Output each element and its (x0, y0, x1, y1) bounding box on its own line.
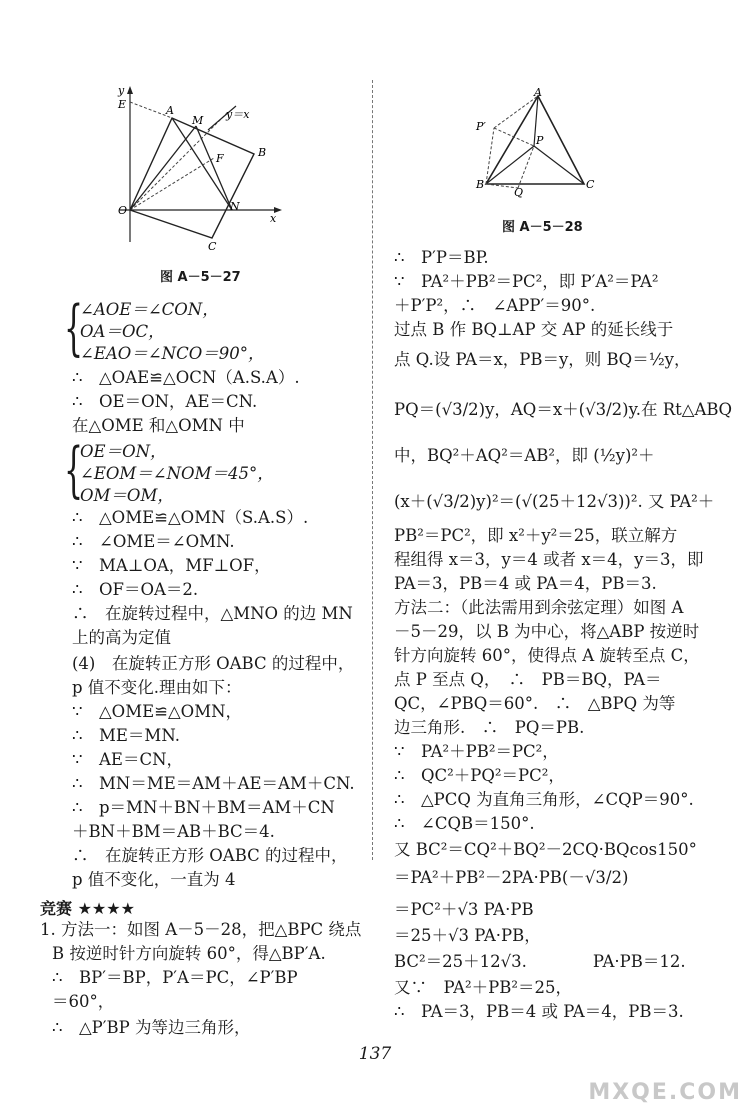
left-line: ∠AOE＝∠CON， (80, 300, 219, 319)
left-line: ∵ AE＝CN， (72, 750, 184, 769)
figure-caption-28: 图 A－5－28 (502, 220, 583, 235)
fig28-label-C: C (586, 178, 595, 191)
fig27-label-A: A (166, 104, 174, 117)
fig28-label-Pp: P′ (476, 120, 486, 133)
fig27-label-C: C (208, 240, 217, 252)
right-line: ∴ QC²＋PQ²＝PC²， (394, 766, 565, 785)
fig27-label-O: O (118, 204, 128, 217)
fig27-label-B: B (258, 146, 267, 159)
right-line: ∴ ∠CQB＝150°. (394, 814, 535, 833)
right-line: ＝PA²＋PB²－2PA·PB(－√3/2) (394, 868, 629, 887)
right-line: 又∵ PA²＋PB²＝25， (394, 978, 572, 997)
right-line: 边三角形. ∴ PQ＝PB. (394, 718, 585, 737)
column-divider (372, 80, 373, 860)
left-line: ∴ p＝MN＋BN＋BM＝AM＋CN (72, 798, 335, 817)
right-line: 点 P 至点 Q， ∴ PB＝BQ，PA＝ (394, 670, 662, 689)
right-line: BC²＝25＋12√3. PA·PB＝12. (394, 952, 686, 971)
right-line: PQ＝(√3/2)y，AQ＝x＋(√3/2)y.在 Rt△ABQ (394, 400, 733, 419)
fig28-label-Q: Q (514, 186, 524, 198)
left-line: 在△OME 和△OMN 中 (72, 416, 245, 435)
watermark-logo: MXQE.COM (588, 1080, 742, 1105)
right-line: ∴ PA＝3，PB＝4 或 PA＝4，PB＝3. (394, 1002, 684, 1021)
left-line: ∴ △OME≌△OMN（S.A.S）. (72, 508, 309, 527)
left-line: p 值不变化，一直为 4 (72, 870, 236, 889)
right-line: ∵ PA²＋PB²＝PC²，即 P′A²＝PA² (394, 272, 659, 291)
fig28-label-A: A (534, 88, 542, 99)
right-line: 程组得 x＝3，y＝4 或者 x＝4，y＝3，即 (394, 550, 704, 569)
right-line: 针方向旋转 60°，使得点 A 旋转至点 C， (394, 646, 700, 665)
right-line: ∴ P′P＝BP. (394, 248, 489, 267)
right-line: 方法二：（此法需用到余弦定理）如图 A (394, 598, 684, 617)
left-tail-line: B 按逆时针方向旋转 60°，得△BP′A. (52, 944, 326, 963)
page-number: 137 (358, 1044, 392, 1064)
right-line: ＝25＋√3 PA·PB， (394, 926, 541, 945)
right-line: (x＋(√3/2)y)²＝(√(25＋12√3))². 又 PA²＋ (394, 492, 715, 511)
left-line: ＋BN＋BM＝AB＋BC＝4. (72, 822, 275, 841)
right-line: QC，∠PBQ＝60°. ∴ △BPQ 为等 (394, 694, 676, 713)
left-line: OM＝OM， (80, 486, 174, 505)
left-line: ∴ OF＝OA＝2. (72, 580, 199, 599)
left-line: ∵ MA⊥OA，MF⊥OF， (72, 556, 271, 575)
figure-a-5-28 (458, 88, 608, 198)
left-line: p 值不变化.理由如下： (72, 678, 242, 697)
fig27-label-M: M (192, 114, 204, 127)
right-line: 过点 B 作 BQ⊥AP 交 AP 的延长线于 (394, 320, 674, 339)
right-line: ∴ △PCQ 为直角三角形，∠CQP＝90°. (394, 790, 694, 809)
left-tail-line: ∴ △P′BP 为等边三角形， (52, 1018, 251, 1037)
left-line: 上的高为定值 (72, 628, 171, 647)
right-line: PA＝3，PB＝4 或 PA＝4，PB＝3. (394, 574, 657, 593)
brace-2: { (64, 435, 84, 505)
fig27-label-y: y (118, 84, 125, 97)
section-title: 竞赛 ★★★★ (40, 899, 135, 918)
left-line: ∵ △OME≌△OMN， (72, 702, 243, 721)
left-tail-line: ＝60°， (52, 992, 115, 1011)
left-line: ∠EAO＝∠NCO＝90°， (80, 344, 265, 363)
right-line: 中，BQ²＋AQ²＝AB²，即 (½y)²＋ (394, 446, 655, 465)
fig27-label-E: E (118, 98, 127, 111)
figure-caption-27: 图 A－5－27 (160, 270, 241, 285)
fig27-label-F: F (216, 152, 224, 165)
right-line: PB²＝PC²，即 x²＋y²＝25，联立解方 (394, 526, 678, 545)
right-line: ∵ PA²＋PB²＝PC²， (394, 742, 559, 761)
left-line: ∠EOM＝∠NOM＝45°， (80, 464, 274, 483)
left-line: ∴ OE＝ON，AE＝CN. (72, 392, 258, 411)
fig28-label-B: B (476, 178, 485, 191)
fig27-label-N: N (230, 200, 240, 213)
right-line: ＋P′P²，∴ ∠APP′＝90°. (394, 296, 596, 315)
left-line: ∴ △OAE≌△OCN（A.S.A）. (72, 368, 300, 387)
left-line: OE＝ON， (80, 442, 167, 461)
left-line: (4) 在旋转正方形 OABC 的过程中， (72, 654, 355, 673)
right-line: 又 BC²＝CQ²＋BQ²－2CQ·BQcos150° (394, 840, 697, 859)
left-tail-line: 1. 方法一：如图 A－5－28，把△BPC 绕点 (40, 920, 362, 939)
left-line: ∴ ME＝MN. (72, 726, 180, 745)
brace-1: { (64, 293, 84, 363)
left-line: ∴ ∠OME＝∠OMN. (72, 532, 235, 551)
fig27-label-x: x (270, 212, 277, 225)
right-line: 点 Q.设 PA＝x，PB＝y，则 BQ＝½y， (394, 350, 691, 369)
right-line: －5－29，以 B 为中心，将△ABP 按逆时 (394, 622, 700, 641)
left-tail-line: ∴ BP′＝BP，P′A＝PC，∠P′BP (52, 968, 298, 987)
left-line: ∴ 在旋转正方形 OABC 的过程中， (72, 846, 348, 865)
fig27-label-yx: y＝x (226, 108, 250, 121)
right-line: ＝PC²＋√3 PA·PB (394, 900, 534, 919)
left-line: OA＝OC， (80, 322, 165, 341)
figure-a-5-27 (108, 82, 288, 252)
fig28-label-P: P (536, 134, 544, 147)
left-line: ∴ MN＝ME＝AM＋AE＝AM＋CN. (72, 774, 355, 793)
left-line: ∴ 在旋转过程中，△MNO 的边 MN (72, 604, 353, 623)
